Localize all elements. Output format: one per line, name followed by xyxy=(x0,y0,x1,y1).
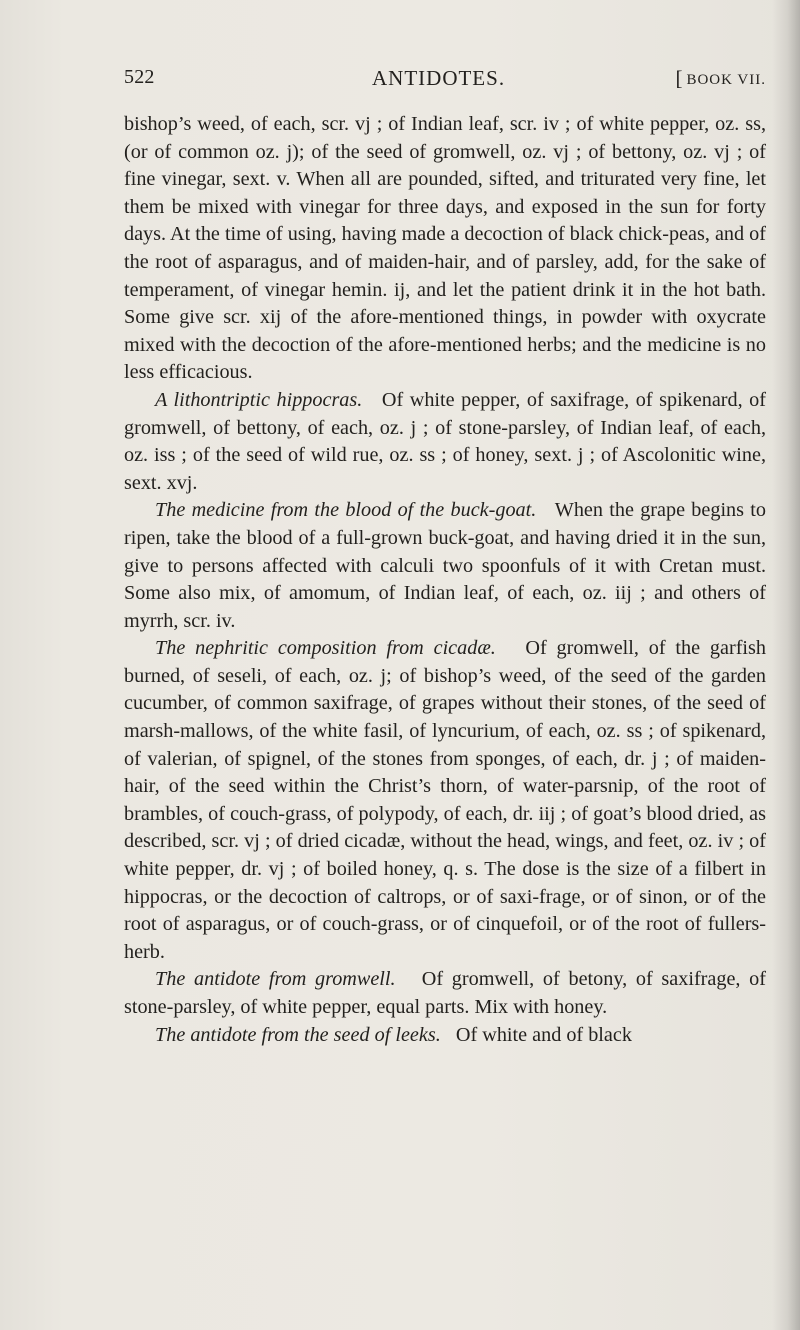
paragraph xyxy=(124,111,766,387)
page-number: 522 xyxy=(124,66,155,88)
paragraph-text: bishop’s weed, of each, scr. vj ; of Indian leaf, scr. iv ; of white pepper, oz. ss, (or of common oz. j); of the seed of gromwell, oz. vj ; of bettony, oz. vj ; of fine vinegar, sext. v. When all are pounded, sifted, and triturated very fine, let them be mixed with vinegar for three days, and exposed in the sun for forty days. At the time of using, having made a decoction of black chick-peas, and of the root of asparagus, and of maiden-hair, and of parsley, add, for the sake of temperament, of vinegar hemin. ij, and let the patient drink it in the hot bath. Some give scr. xij of the afore-mentioned things, in powder with oxycrate mixed with the decoction of the afore-mentioned herbs; and the medicine is no less efficacious. xyxy=(124,113,766,384)
recipe-title: The medicine from the blood of the buck-goat. xyxy=(155,499,537,522)
bracket-glyph: [ xyxy=(675,66,684,90)
body-text xyxy=(124,111,766,1049)
recipe-title: A lithontriptic hippocras. xyxy=(155,388,363,411)
recipe-title: The antidote from gromwell. xyxy=(155,968,396,991)
paragraph xyxy=(124,497,766,635)
paragraph xyxy=(124,966,766,1021)
paragraph-text: Of white and of black xyxy=(455,1023,632,1046)
paragraph xyxy=(124,1022,766,1050)
running-title: ANTIDOTES. xyxy=(372,66,506,90)
paragraph-text: Of white pepper, of saxifrage, of spikenard, of gromwell, of bettony, of each, oz. j ; of stone-parsley, of Indian leaf, of each, oz. iss ; of the seed of wild rue, oz. ss ; of honey, sext. j ; of Ascolonitic wine, sext. xvj. xyxy=(124,388,767,494)
paragraph-text: Of gromwell, of betony, of saxifrage, of stone-parsley, of white pepper, equal parts. Mix with honey. xyxy=(124,968,766,1018)
paragraph xyxy=(124,387,766,497)
paragraph-text: Of gromwell, of the garfish burned, of seseli, of each, oz. j; of bishop’s weed, of the seed of the garden cucumber, of common saxifrage, of grapes without their stones, of the seed of marsh-mallows, of the white fasil, of lyncurium, of each, oz. ss ; of spikenard, of valerian, of spignel, of the stones from sponges, of each, dr. j ; of maiden-hair, of the seed within the Christ’s thorn, of water-parsnip, of the root of brambles, of couch-grass, of polypody, of each, dr. iij ; of goat’s blood dried, as described, scr. vj ; of dried cicadæ, without the head, wings, and feet, oz. iv ; of white pepper, dr. vj ; of boiled honey, q. s. The dose is the size of a filbert in hippocras, or the decoction of caltrops, or of saxi-frage, or of sinon, or of the root of asparagus, or of couch-grass, or of cinquefoil, or of the root of fullers-herb. xyxy=(124,637,766,963)
book-reference xyxy=(675,66,766,91)
recipe-title: The nephritic composition from cicadæ. xyxy=(155,637,496,660)
recipe-title: The antidote from the seed of leeks. xyxy=(155,1023,441,1046)
paragraph-text: When the grape begins to ripen, take the blood of a full-grown buck-goat, and having dried it in the sun, give to persons affected with calculi two spoonfuls of it with Cretan must. Some also mix, of amomum, of Indian leaf, of each, oz. iij ; and others of myrrh, scr. iv. xyxy=(124,499,766,632)
running-header xyxy=(124,66,766,96)
paragraph xyxy=(124,635,766,966)
page-edge-shadow xyxy=(772,0,800,1330)
book-reference-label: BOOK VII. xyxy=(686,72,766,88)
